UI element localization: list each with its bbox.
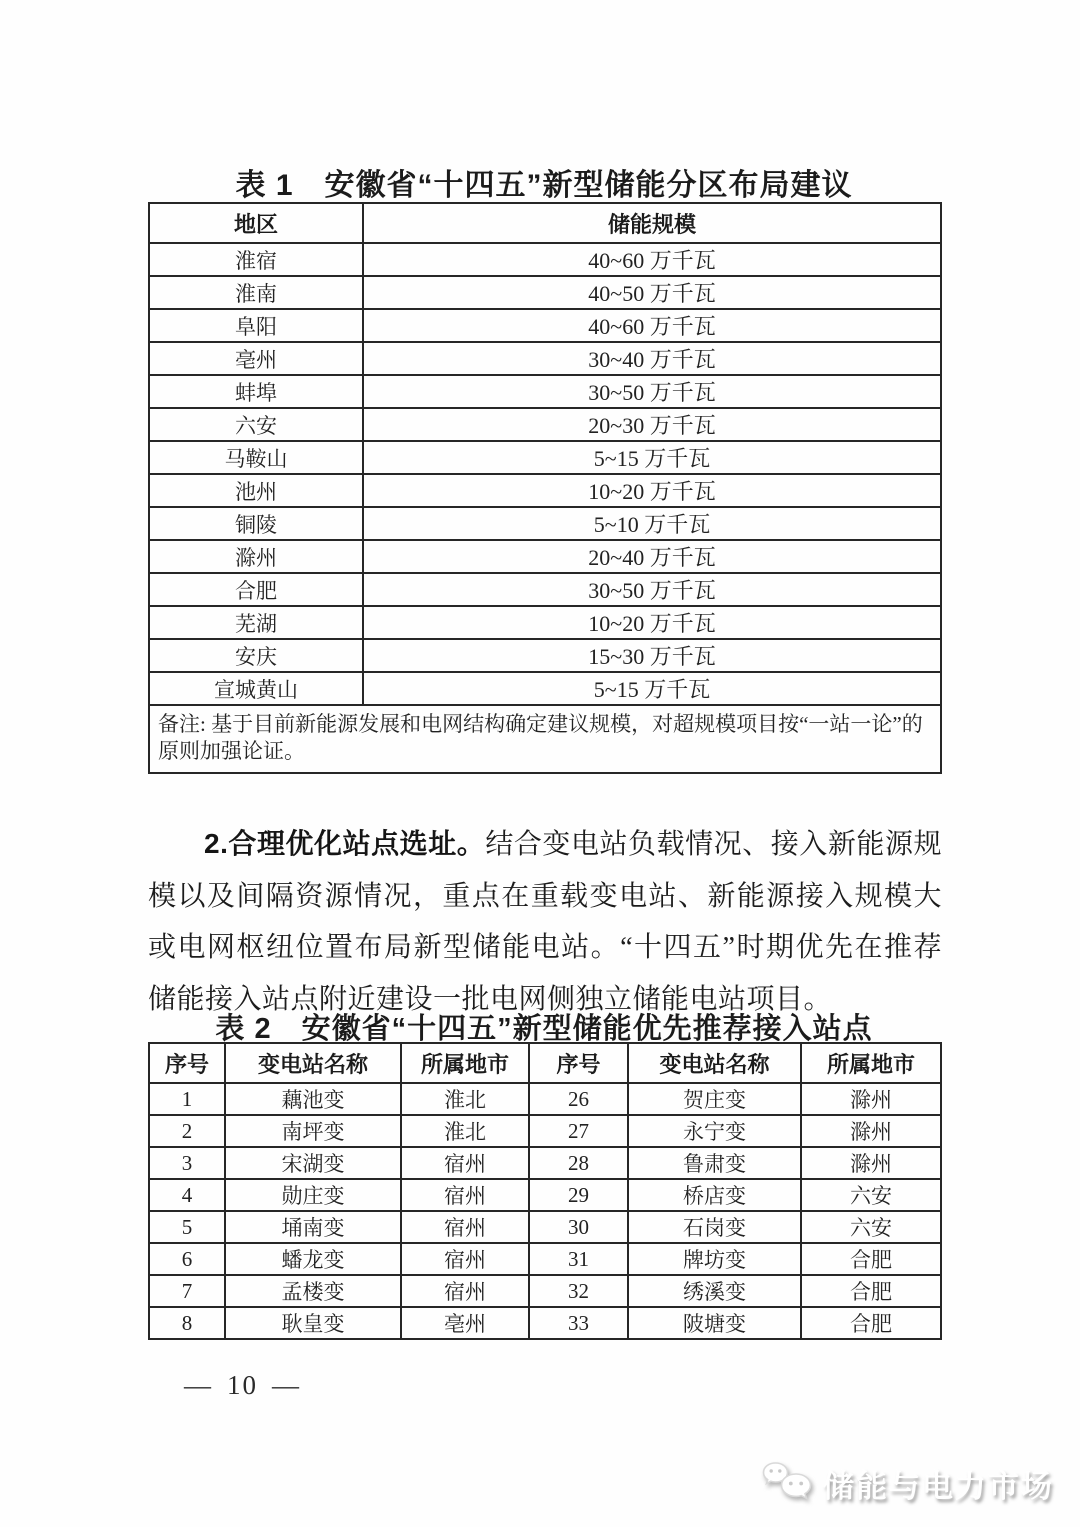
region-cell: 蚌埠 <box>149 375 363 408</box>
table1-row <box>149 243 941 276</box>
region-cell: 铜陵 <box>149 507 363 540</box>
table2-header-no-left: 序号 <box>149 1043 225 1083</box>
name-cell-right: 绣溪变 <box>628 1275 801 1307</box>
region-cell: 淮南 <box>149 276 363 309</box>
region-cell: 合肥 <box>149 573 363 606</box>
scale-cell: 15~30 万千瓦 <box>363 639 941 672</box>
page-number-value: 10 <box>227 1370 258 1400</box>
table1-row <box>149 309 941 342</box>
no-cell-right: 31 <box>529 1243 628 1275</box>
table1-row <box>149 540 941 573</box>
table1-row <box>149 408 941 441</box>
table1-row <box>149 639 941 672</box>
table2-row <box>149 1083 941 1115</box>
table2-title: 表 2 安徽省“十四五”新型储能优先推荐接入站点 <box>215 1013 873 1045</box>
table1-note: 备注: 基于目前新能源发展和电网结构确定建议规模，对超规模项目按“一站一论”的原则加强论证。 <box>149 705 941 773</box>
table1 <box>148 202 942 774</box>
table1-row <box>149 441 941 474</box>
no-cell-left: 8 <box>149 1307 225 1339</box>
table1-row <box>149 507 941 540</box>
scale-cell: 30~40 万千瓦 <box>363 342 941 375</box>
table2-header-city-right: 所属地市 <box>801 1043 941 1083</box>
scale-cell: 30~50 万千瓦 <box>363 375 941 408</box>
table2-header-name-left: 变电站名称 <box>225 1043 401 1083</box>
table1-row <box>149 474 941 507</box>
table1-row <box>149 375 941 408</box>
name-cell-left: 埇南变 <box>225 1211 401 1243</box>
region-cell: 宣城黄山 <box>149 672 363 705</box>
table2-row <box>149 1307 941 1339</box>
city-cell-right: 合肥 <box>801 1275 941 1307</box>
region-cell: 亳州 <box>149 342 363 375</box>
no-cell-left: 1 <box>149 1083 225 1115</box>
region-cell: 池州 <box>149 474 363 507</box>
name-cell-right: 永宁变 <box>628 1115 801 1147</box>
paragraph-lead: 2.合理优化站点选址。 <box>204 828 486 859</box>
scale-cell: 20~40 万千瓦 <box>363 540 941 573</box>
scale-cell: 5~15 万千瓦 <box>363 672 941 705</box>
table1-row <box>149 573 941 606</box>
wechat-icon <box>761 1460 815 1506</box>
scale-cell: 10~20 万千瓦 <box>363 474 941 507</box>
no-cell-left: 4 <box>149 1179 225 1211</box>
name-cell-right: 鲁肃变 <box>628 1147 801 1179</box>
name-cell-left: 孟楼变 <box>225 1275 401 1307</box>
table1-row <box>149 606 941 639</box>
no-cell-right: 28 <box>529 1147 628 1179</box>
table1-header-region: 地区 <box>149 203 363 243</box>
city-cell-left: 淮北 <box>401 1083 529 1115</box>
city-cell-right: 六安 <box>801 1211 941 1243</box>
table1-row <box>149 276 941 309</box>
watermark <box>761 1460 1054 1506</box>
page-number <box>170 1370 315 1401</box>
no-cell-left: 7 <box>149 1275 225 1307</box>
region-cell: 芜湖 <box>149 606 363 639</box>
name-cell-right: 陂塘变 <box>628 1307 801 1339</box>
no-cell-left: 2 <box>149 1115 225 1147</box>
name-cell-left: 藕池变 <box>225 1083 401 1115</box>
name-cell-left: 勋庄变 <box>225 1179 401 1211</box>
no-cell-right: 27 <box>529 1115 628 1147</box>
table2-row <box>149 1243 941 1275</box>
table1-row <box>149 672 941 705</box>
region-cell: 淮宿 <box>149 243 363 276</box>
city-cell-left: 宿州 <box>401 1211 529 1243</box>
no-cell-right: 30 <box>529 1211 628 1243</box>
table1-note-row <box>149 705 941 773</box>
name-cell-right: 石岗变 <box>628 1211 801 1243</box>
no-cell-left: 5 <box>149 1211 225 1243</box>
page-number-dash-left: — <box>184 1370 213 1400</box>
city-cell-left: 宿州 <box>401 1147 529 1179</box>
scale-cell: 10~20 万千瓦 <box>363 606 941 639</box>
scale-cell: 5~10 万千瓦 <box>363 507 941 540</box>
city-cell-left: 亳州 <box>401 1307 529 1339</box>
table2-row <box>149 1275 941 1307</box>
table1-title: 表 1 安徽省“十四五”新型储能分区布局建议 <box>235 169 853 202</box>
region-cell: 六安 <box>149 408 363 441</box>
city-cell-right: 滁州 <box>801 1147 941 1179</box>
no-cell-left: 6 <box>149 1243 225 1275</box>
name-cell-right: 桥店变 <box>628 1179 801 1211</box>
scale-cell: 20~30 万千瓦 <box>363 408 941 441</box>
page-number-dash-right: — <box>272 1370 301 1400</box>
city-cell-right: 六安 <box>801 1179 941 1211</box>
name-cell-left: 宋湖变 <box>225 1147 401 1179</box>
body-paragraph <box>148 818 942 1025</box>
region-cell: 马鞍山 <box>149 441 363 474</box>
table1-header-scale: 储能规模 <box>363 203 941 243</box>
scale-cell: 40~50 万千瓦 <box>363 276 941 309</box>
table2-header-no-right: 序号 <box>529 1043 628 1083</box>
no-cell-right: 32 <box>529 1275 628 1307</box>
table2-row <box>149 1179 941 1211</box>
region-cell: 安庆 <box>149 639 363 672</box>
city-cell-left: 淮北 <box>401 1115 529 1147</box>
name-cell-left: 耿皇变 <box>225 1307 401 1339</box>
city-cell-right: 滁州 <box>801 1115 941 1147</box>
name-cell-right: 牌坊变 <box>628 1243 801 1275</box>
scale-cell: 40~60 万千瓦 <box>363 309 941 342</box>
name-cell-left: 南坪变 <box>225 1115 401 1147</box>
city-cell-right: 合肥 <box>801 1307 941 1339</box>
no-cell-right: 29 <box>529 1179 628 1211</box>
city-cell-left: 宿州 <box>401 1243 529 1275</box>
table2-row <box>149 1147 941 1179</box>
paragraph-text: 结合变电站负载情况、接入新能源规模以及间隔资源情况，重点在重载变电站、新能源接入规模大或电网枢纽位置布局新型储能电站。“十四五”时期优先在推荐储能接入站点附近建设一批电网侧独立储能电站项目。 <box>148 829 942 1015</box>
watermark-label: 储能与电力市场 <box>823 1468 1054 1504</box>
name-cell-left: 蟠龙变 <box>225 1243 401 1275</box>
city-cell-right: 滁州 <box>801 1083 941 1115</box>
table2-row <box>149 1115 941 1147</box>
region-cell: 滁州 <box>149 540 363 573</box>
city-cell-left: 宿州 <box>401 1275 529 1307</box>
name-cell-right: 贺庄变 <box>628 1083 801 1115</box>
table1-row <box>149 342 941 375</box>
table2-header-city-left: 所属地市 <box>401 1043 529 1083</box>
scale-cell: 5~15 万千瓦 <box>363 441 941 474</box>
no-cell-right: 26 <box>529 1083 628 1115</box>
table1-header-row <box>149 203 941 243</box>
no-cell-right: 33 <box>529 1307 628 1339</box>
table2-header-row <box>149 1043 941 1083</box>
table2-header-name-right: 变电站名称 <box>628 1043 801 1083</box>
no-cell-left: 3 <box>149 1147 225 1179</box>
region-cell: 阜阳 <box>149 309 363 342</box>
scale-cell: 40~60 万千瓦 <box>363 243 941 276</box>
city-cell-left: 宿州 <box>401 1179 529 1211</box>
table2-row <box>149 1211 941 1243</box>
city-cell-right: 合肥 <box>801 1243 941 1275</box>
table2 <box>148 1042 942 1340</box>
scale-cell: 30~50 万千瓦 <box>363 573 941 606</box>
